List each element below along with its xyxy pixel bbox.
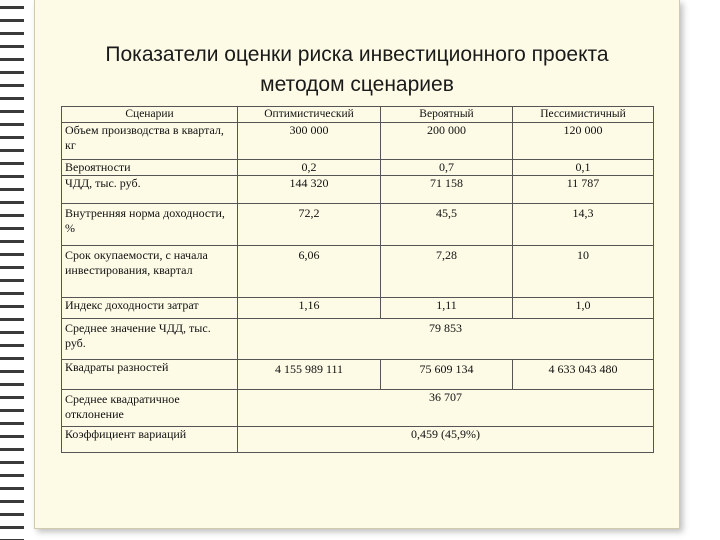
cell-value: 300 000 [238, 123, 381, 160]
cell-value: 14,3 [513, 204, 654, 246]
row-label: Объем производства в квартал, кг [62, 123, 238, 160]
cell-value: 0,1 [513, 160, 654, 176]
cell-value: 4 155 989 111 [238, 360, 381, 390]
title-line-1: Показатели оценки риска инвестиционного проекта [105, 43, 609, 66]
table-row [62, 123, 654, 160]
cell-value: 72,2 [238, 204, 381, 246]
table-row [62, 427, 654, 453]
page-title [35, 40, 679, 100]
header-scenarios: Сценарии [62, 107, 238, 123]
risk-scenarios-table [61, 106, 654, 453]
table-row [62, 176, 654, 204]
merged-cell-value: 79 853 [238, 319, 654, 360]
table-row [62, 160, 654, 176]
cell-value: 0,2 [238, 160, 381, 176]
row-label: Срок окупаемости, с начала инвестирования, квартал [62, 246, 238, 298]
table-row [62, 246, 654, 298]
table-row [62, 319, 654, 360]
cell-value: 7,28 [381, 246, 513, 298]
row-label: Среднее квадратичное отклонение [62, 390, 238, 427]
cell-value: 1,11 [381, 298, 513, 319]
merged-cell-value: 36 707 [238, 390, 654, 427]
cell-value: 120 000 [513, 123, 654, 160]
cell-value: 10 [513, 246, 654, 298]
row-label: Вероятности [62, 160, 238, 176]
row-label: Среднее значение ЧДД, тыс. руб. [62, 319, 238, 360]
table-row [62, 204, 654, 246]
row-label: Коэффициент вариаций [62, 427, 238, 453]
spiral-binding [0, 0, 24, 540]
row-label: ЧДД, тыс. руб. [62, 176, 238, 204]
table-row [62, 298, 654, 319]
cell-value: 4 633 043 480 [513, 360, 654, 390]
title-line-2: методом сценариев [260, 73, 454, 96]
cell-value: 6,06 [238, 246, 381, 298]
merged-cell-value: 0,459 (45,9%) [238, 427, 654, 453]
notebook-page [34, 0, 680, 529]
header-optimistic: Оптимистический [238, 107, 381, 123]
header-pessimistic: Пессимистичный [513, 107, 654, 123]
table-row [62, 360, 654, 390]
cell-value: 0,7 [381, 160, 513, 176]
cell-value: 71 158 [381, 176, 513, 204]
row-label: Внутренняя норма доходности, % [62, 204, 238, 246]
table-header-row [62, 107, 654, 123]
cell-value: 1,16 [238, 298, 381, 319]
cell-value: 200 000 [381, 123, 513, 160]
cell-value: 75 609 134 [381, 360, 513, 390]
cell-value: 11 787 [513, 176, 654, 204]
header-probable: Вероятный [381, 107, 513, 123]
cell-value: 45,5 [381, 204, 513, 246]
table-row [62, 390, 654, 427]
row-label: Индекс доходности затрат [62, 298, 238, 319]
row-label: Квадраты разностей [62, 360, 238, 390]
cell-value: 144 320 [238, 176, 381, 204]
cell-value: 1,0 [513, 298, 654, 319]
